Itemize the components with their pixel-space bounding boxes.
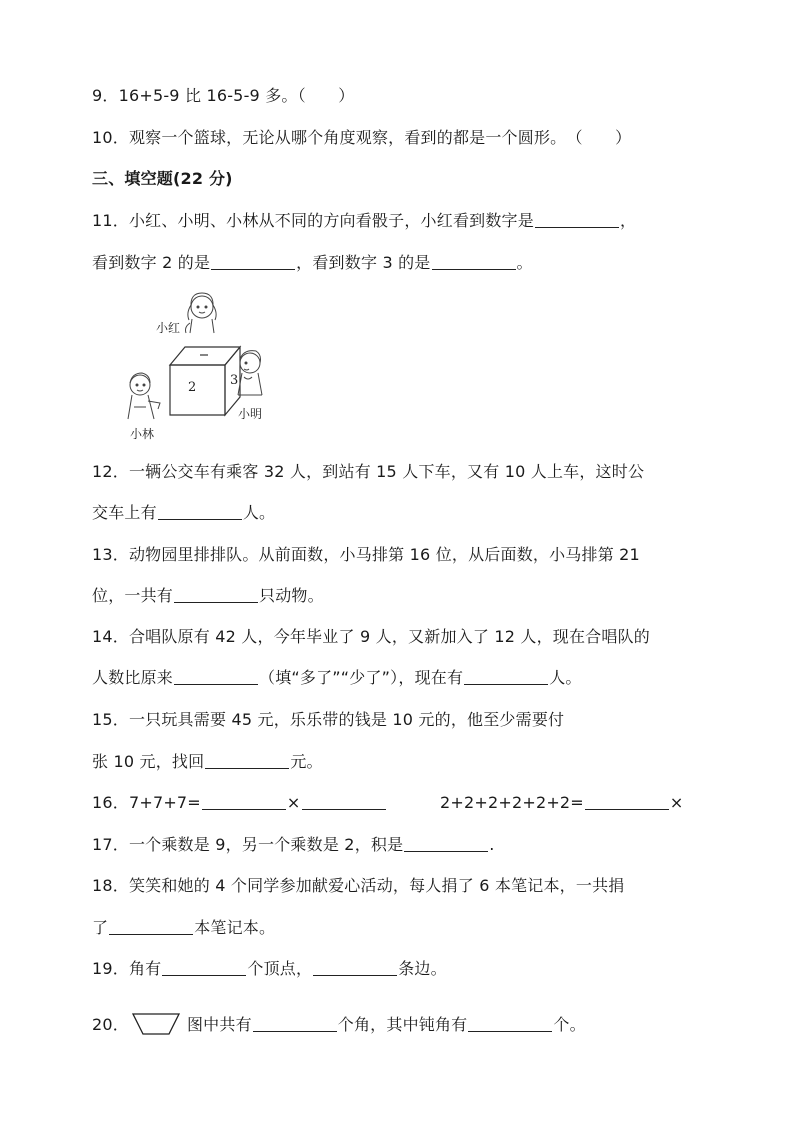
q18-text: 本笔记本。 — [194, 918, 276, 937]
q16-text: 16．7+7+7= — [92, 793, 201, 812]
times-sign: × — [669, 793, 684, 812]
q14-text: 人数比原来 — [92, 668, 174, 687]
q10-text: 10．观察一个篮球，无论从哪个角度观察，看到的都是一个圆形。 （ ） — [92, 128, 632, 147]
q19-text: 条边。 — [398, 959, 447, 978]
q15-text: 15．一只玩具需要 45 元，乐乐带的钱是 10 元的，他至少需要付 — [92, 710, 565, 729]
answer-blank[interactable] — [432, 253, 516, 270]
q14-text: 人。 — [549, 668, 582, 687]
label-xiaohong: 小红 — [156, 321, 181, 335]
q19-text: 个顶点， — [247, 959, 313, 978]
question-15-line2 — [92, 752, 323, 772]
q20-text: 个角，其中钝角有 — [337, 1015, 468, 1034]
label-xiaolin: 小林 — [130, 427, 155, 441]
cube-face-front: 2 — [188, 380, 197, 395]
q14-text: （填“多了”“少了”），现在有 — [259, 668, 464, 687]
q11-text: ，看到数字 3 的是 — [296, 253, 431, 272]
q12-text: 人。 — [242, 503, 276, 522]
answer-blank[interactable] — [313, 959, 397, 976]
answer-blank[interactable] — [253, 1015, 337, 1032]
answer-blank[interactable] — [585, 793, 669, 810]
question-14-line1 — [92, 627, 650, 647]
question-16-part1 — [92, 793, 387, 813]
answer-blank[interactable] — [162, 959, 246, 976]
q20-text: 个。 — [553, 1015, 586, 1034]
q18-text: 18．笑笑和她的 4 个同学参加献爱心活动，每人捐了 6 本笔记本，一共捐 — [92, 876, 625, 895]
q20-text: 图中共有 — [186, 1015, 252, 1034]
answer-blank[interactable] — [211, 253, 295, 270]
q11-punct: 。 — [516, 253, 533, 272]
question-20 — [92, 1012, 586, 1041]
q9-text: 9．16+5-9 比 16-5-9 多。（ ） — [92, 86, 355, 105]
question-10 — [92, 128, 631, 148]
dice-figure — [120, 285, 280, 445]
question-11-line1 — [92, 211, 636, 231]
question-17 — [92, 835, 495, 855]
question-13-line1 — [92, 545, 640, 565]
answer-blank[interactable] — [109, 918, 193, 935]
q13-text: 只动物。 — [259, 586, 324, 605]
times-sign: × — [286, 793, 301, 812]
q17-text: 17．一个乘数是 9，另一个乘数是 2，积是 — [92, 835, 404, 854]
q11-text: 看到数字 2 的是 — [92, 253, 211, 272]
q15-text: 张 10 元，找回 — [92, 752, 205, 771]
answer-blank[interactable] — [202, 793, 286, 810]
cube-face-side: 3 — [230, 373, 239, 388]
q12-text: 交车上有 — [92, 503, 157, 522]
section-heading — [92, 169, 233, 189]
answer-blank[interactable] — [174, 586, 258, 603]
question-15-line1 — [92, 710, 564, 730]
question-12-line1 — [92, 462, 644, 482]
q12-text: 12．一辆公交车有乘客 32 人，到站有 15 人下车，又有 10 人上车，这时公 — [92, 462, 645, 481]
q13-text: 位，一共有 — [92, 586, 174, 605]
question-18-line1 — [92, 876, 624, 896]
boy-left-icon — [128, 373, 160, 419]
q20-text: 20． — [92, 1015, 129, 1034]
trapezoid-icon — [131, 1012, 181, 1041]
question-12-line2 — [92, 503, 275, 523]
q18-text: 了 — [92, 918, 109, 937]
question-14-line2 — [92, 668, 582, 688]
answer-blank[interactable] — [464, 668, 548, 685]
q11-text: 11．小红、小明、小林从不同的方向看骰子，小红看到数字是 — [92, 211, 534, 230]
q14-text: 14．合唱队原有 42 人，今年毕业了 9 人，又新加入了 12 人，现在合唱队的 — [92, 627, 650, 646]
question-19 — [92, 959, 447, 979]
question-11-line2 — [92, 253, 533, 273]
answer-blank[interactable] — [205, 752, 289, 769]
boy-right-icon — [238, 351, 262, 395]
answer-blank[interactable] — [174, 668, 258, 685]
q17-punct: . — [489, 835, 495, 854]
answer-blank[interactable] — [404, 835, 488, 852]
q15-text: 元。 — [290, 752, 323, 771]
q16-text: 2+2+2+2+2+2= — [440, 793, 584, 812]
label-xiaoming: 小明 — [238, 407, 263, 421]
question-13-line2 — [92, 586, 324, 606]
question-9 — [92, 86, 354, 106]
answer-blank[interactable] — [158, 503, 242, 520]
question-18-line2 — [92, 918, 275, 938]
answer-blank[interactable] — [468, 1015, 552, 1032]
question-16-part2 — [440, 793, 684, 813]
q19-text: 19．角有 — [92, 959, 162, 978]
answer-blank[interactable] — [535, 211, 619, 228]
answer-blank[interactable] — [302, 793, 386, 810]
q11-punct: ， — [619, 211, 637, 230]
section-title: 三、填空题(22 分) — [92, 169, 233, 188]
girl-icon — [186, 293, 217, 333]
q13-text: 13．动物园里排排队。从前面数，小马排第 16 位，从后面数，小马排第 21 — [92, 545, 640, 564]
